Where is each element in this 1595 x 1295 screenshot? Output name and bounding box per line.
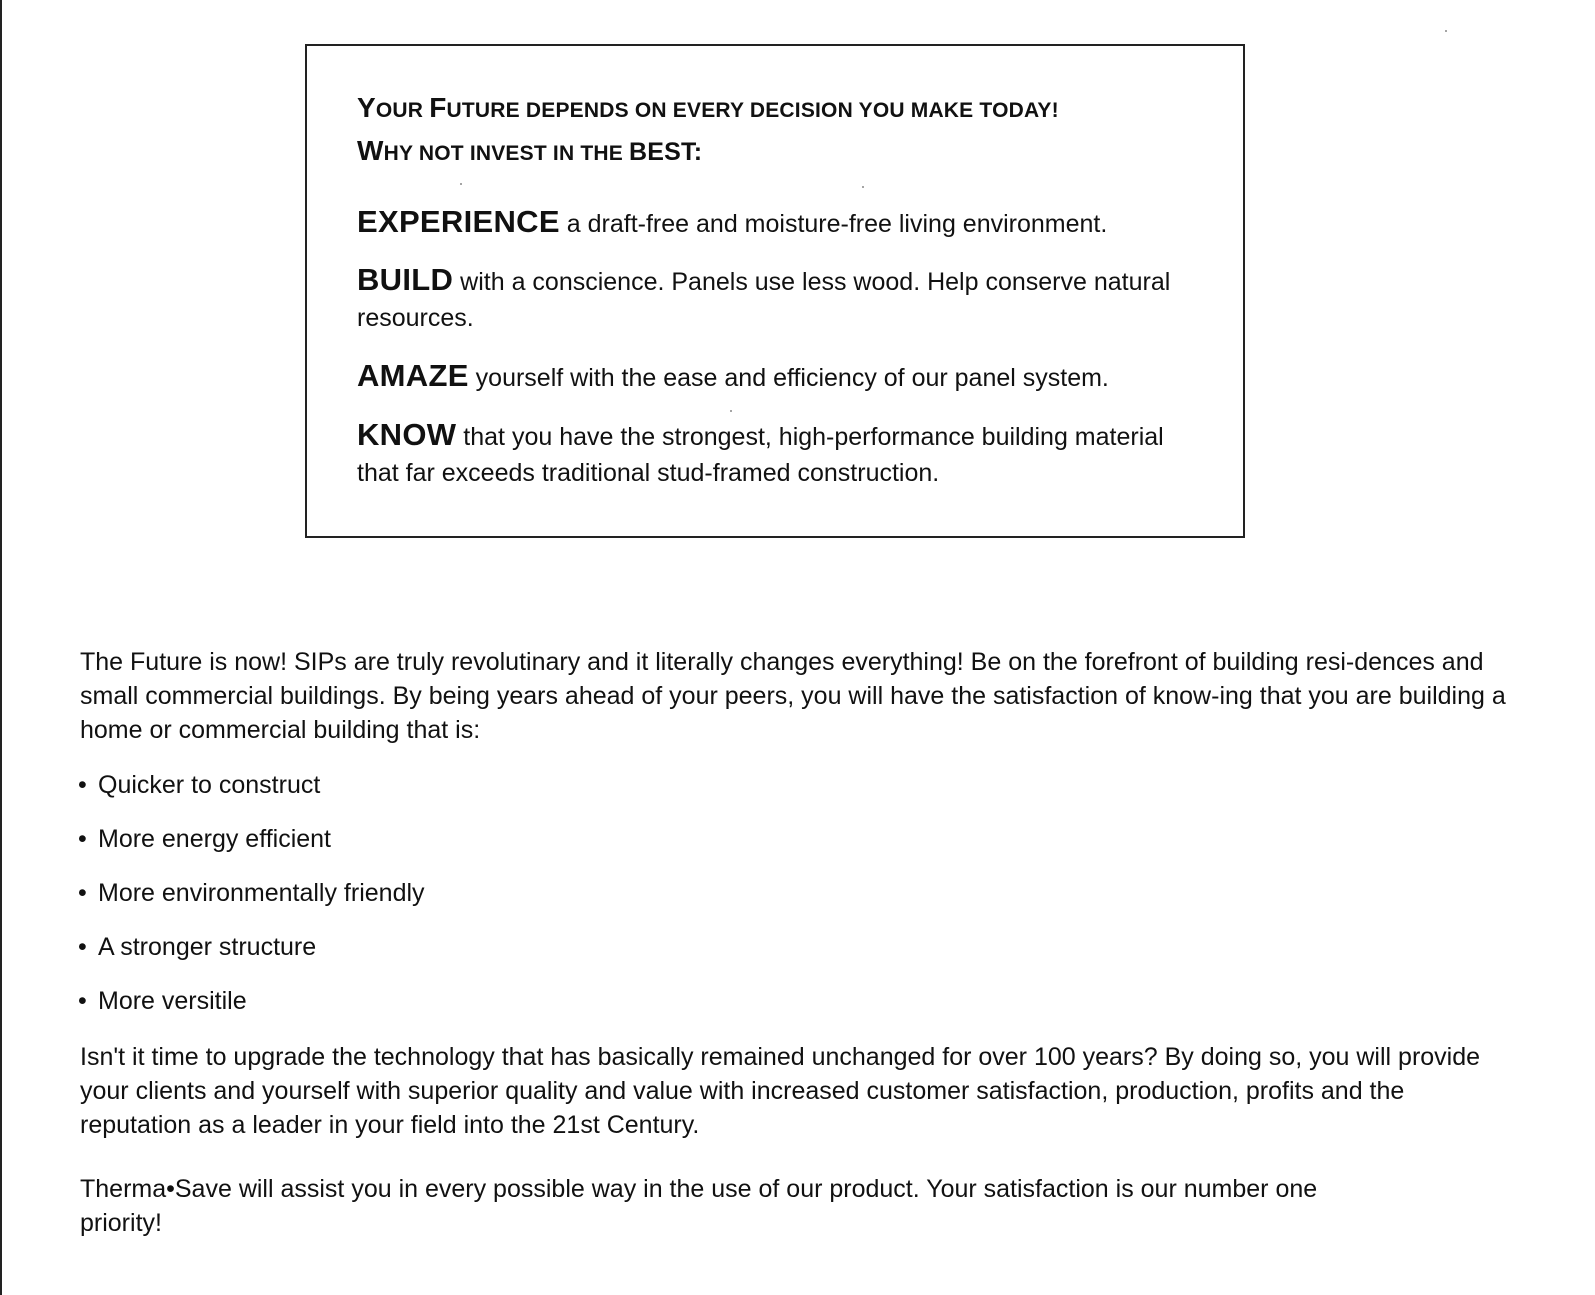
- heading-segment: UTURE DEPENDS ON EVERY DECISION YOU MAKE TODAY!: [446, 99, 1059, 122]
- heading-line-1: [357, 88, 1217, 131]
- scan-speck: [1445, 30, 1447, 32]
- feature-keyword: AMAZE: [357, 358, 469, 393]
- feature-build: [357, 262, 1207, 336]
- heading-segment: HY NOT INVEST IN THE: [383, 142, 629, 165]
- heading-line-2: [357, 131, 1217, 174]
- list-item-text: A stronger structure: [98, 933, 317, 961]
- bullet-icon: •: [78, 987, 87, 1015]
- bullet-icon: •: [78, 825, 87, 853]
- heading-segment: Y: [357, 92, 376, 123]
- feature-amaze: [357, 358, 1207, 396]
- upgrade-paragraph: Isn't it time to upgrade the technology that has basically remained unchanged for over 100 years? By doing so, you will provide your clients and yourself with superior quality and value with increased customer satisfaction, production, profits and the reputation as a leader in your field into the 21st Century.: [80, 1043, 1481, 1139]
- feature-keyword: KNOW: [357, 417, 457, 452]
- heading-segment: F: [429, 92, 447, 123]
- list-item: [78, 768, 425, 822]
- feature-keyword: BUILD: [357, 262, 454, 297]
- bullet-icon: •: [78, 933, 87, 961]
- list-item-text: More energy efficient: [98, 825, 331, 853]
- feature-keyword: EXPERIENCE: [357, 204, 560, 239]
- feature-text: that you have the strongest, high-performance building material that far exceeds traditional stud-framed construction.: [357, 423, 1164, 487]
- heading-segment: OUR: [375, 99, 430, 122]
- heading-segment: BEST:: [628, 138, 703, 166]
- list-item: [78, 930, 425, 984]
- bullet-icon: •: [78, 771, 87, 799]
- feature-text: a draft-free and moisture-free living environment.: [559, 210, 1108, 238]
- benefits-list: [78, 768, 425, 1038]
- feature-know: [357, 417, 1207, 491]
- intro-paragraph: The Future is now! SIPs are truly revolutinary and it literally changes everything! Be on the forefront of building resi-dences and small commercial buildings. By being years ahead of your peers, you will have the satisfaction of know-ing that you are building a home or commercial building that is:: [80, 648, 1506, 744]
- callout-box: [305, 44, 1245, 538]
- closing-paragraph: Therma•Save will assist you in every possible way in the use of our product. Your satisfaction is our number one priority!: [80, 1175, 1318, 1237]
- list-item: [78, 984, 425, 1038]
- bullet-icon: •: [78, 879, 87, 907]
- heading-segment: W: [357, 135, 384, 166]
- feature-experience: [357, 204, 1207, 242]
- list-item-text: More environmentally friendly: [98, 879, 425, 907]
- list-item-text: Quicker to construct: [98, 771, 321, 799]
- feature-text: with a conscience. Panels use less wood. Help conserve natural resources.: [357, 268, 1171, 332]
- list-item: [78, 822, 425, 876]
- list-item: [78, 876, 425, 930]
- page-left-edge: [0, 0, 2, 1295]
- feature-text: yourself with the ease and efficiency of our panel system.: [468, 364, 1109, 392]
- callout-heading: [357, 88, 1217, 174]
- list-item-text: More versitile: [98, 987, 247, 1015]
